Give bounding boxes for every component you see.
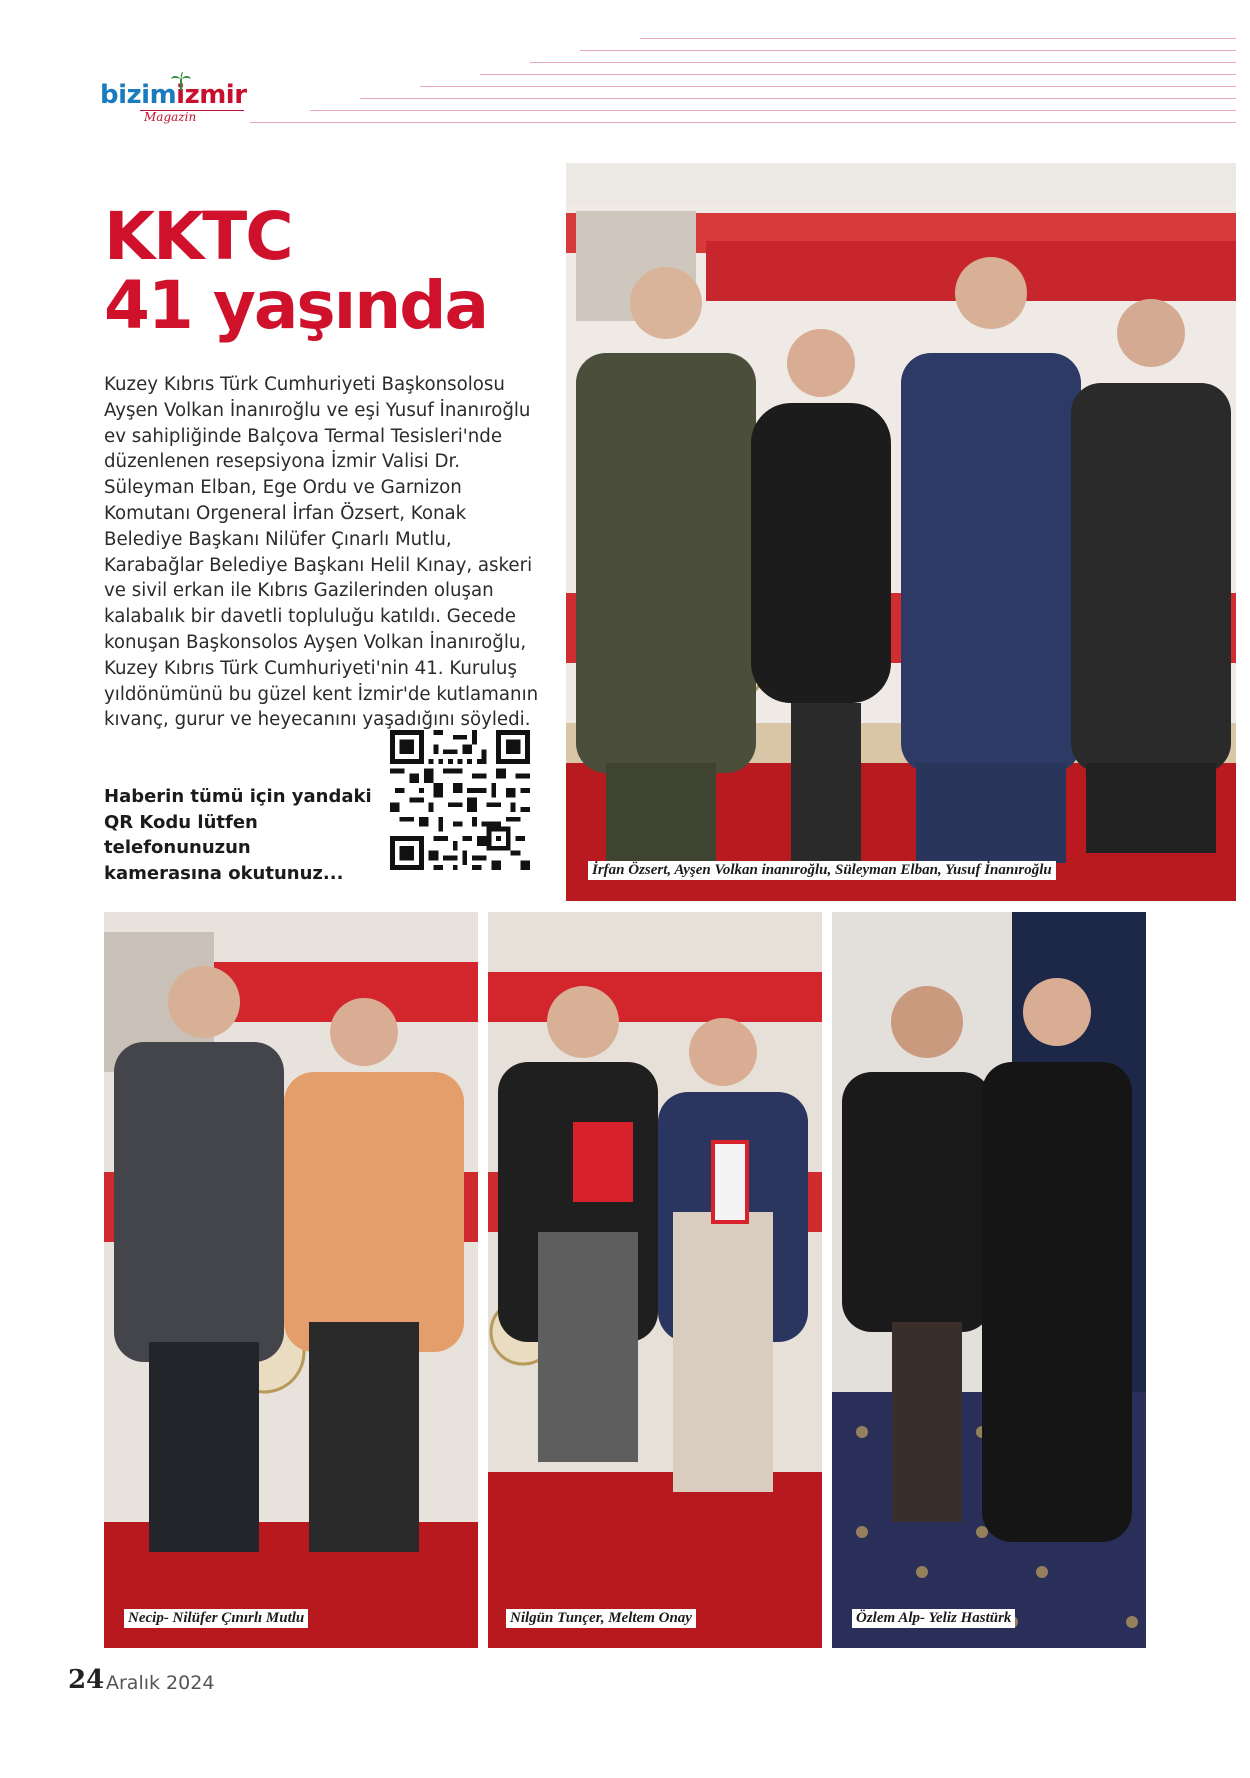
photo-ozlem-yeliz [832, 912, 1146, 1648]
article-title [104, 198, 488, 345]
photo-main-group [566, 163, 1236, 901]
photo-necip-nilufer [104, 912, 478, 1648]
article-body: Kuzey Kıbrıs Türk Cumhuriyeti Başkonsolosu Ayşen Volkan İnanıroğlu ve eşi Yusuf İnanıroğlu ev sahipliğinde Balçova Termal Tesisleri'nde düzenlenen resepsiyona İzmir Valisi Dr. Süleyman Elban, Ege Ordu ve Garnizon Komutanı Orgeneral İrfan Özsert, Konak Belediye Başkanı Nilüfer Çınarlı Mutlu, Karabağlar Belediye Başkanı Helil Kınay, askeri ve sivil erkan ile Kıbrıs Gazilerinden oluşan kalabalık bir davetli topluluğu katıldı. Gecede konuşan Başkonsolos Ayşen Volkan İnanıroğlu, Kuzey Kıbrıs Türk Cumhuriyeti'nin 41. Kuruluş yıldönümünü bu güzel kent İzmir'de kutlamanın kıvanç, gurur ve heyecanını yaşadığını söyledi. [104, 374, 539, 731]
qr-instruction: Haberin tümü için yandaki QR Kodu lütfen telefonunuzun kamerasına okutunuz... [104, 786, 372, 884]
brand-name-part1: bizim [100, 80, 177, 110]
brand-subtitle: Magazin [144, 110, 197, 124]
palm-tree-icon [170, 72, 192, 90]
photo-caption-4: Özlem Alp- Yeliz Hastürk [852, 1609, 1015, 1628]
title-line-2: 41 yaşında [104, 267, 488, 345]
title-line-1: KKTC [104, 198, 292, 275]
page-number: 24 [68, 1665, 105, 1695]
brand-logo [100, 72, 260, 132]
issue-date: Aralık 2024 [106, 1672, 215, 1694]
qr-code[interactable] [390, 730, 530, 870]
photo-nilgun-meltem [488, 912, 822, 1648]
photo-caption-3: Nilgün Tunçer, Meltem Onay [506, 1609, 696, 1628]
photo-caption-2: Necip- Nilüfer Çınırlı Mutlu [124, 1609, 308, 1628]
brand-name-part2: izmir [176, 80, 247, 110]
photo-caption-1: İrfan Özsert, Ayşen Volkan inanıroğlu, Süleyman Elban, Yusuf İnanıroğlu [588, 861, 1056, 880]
